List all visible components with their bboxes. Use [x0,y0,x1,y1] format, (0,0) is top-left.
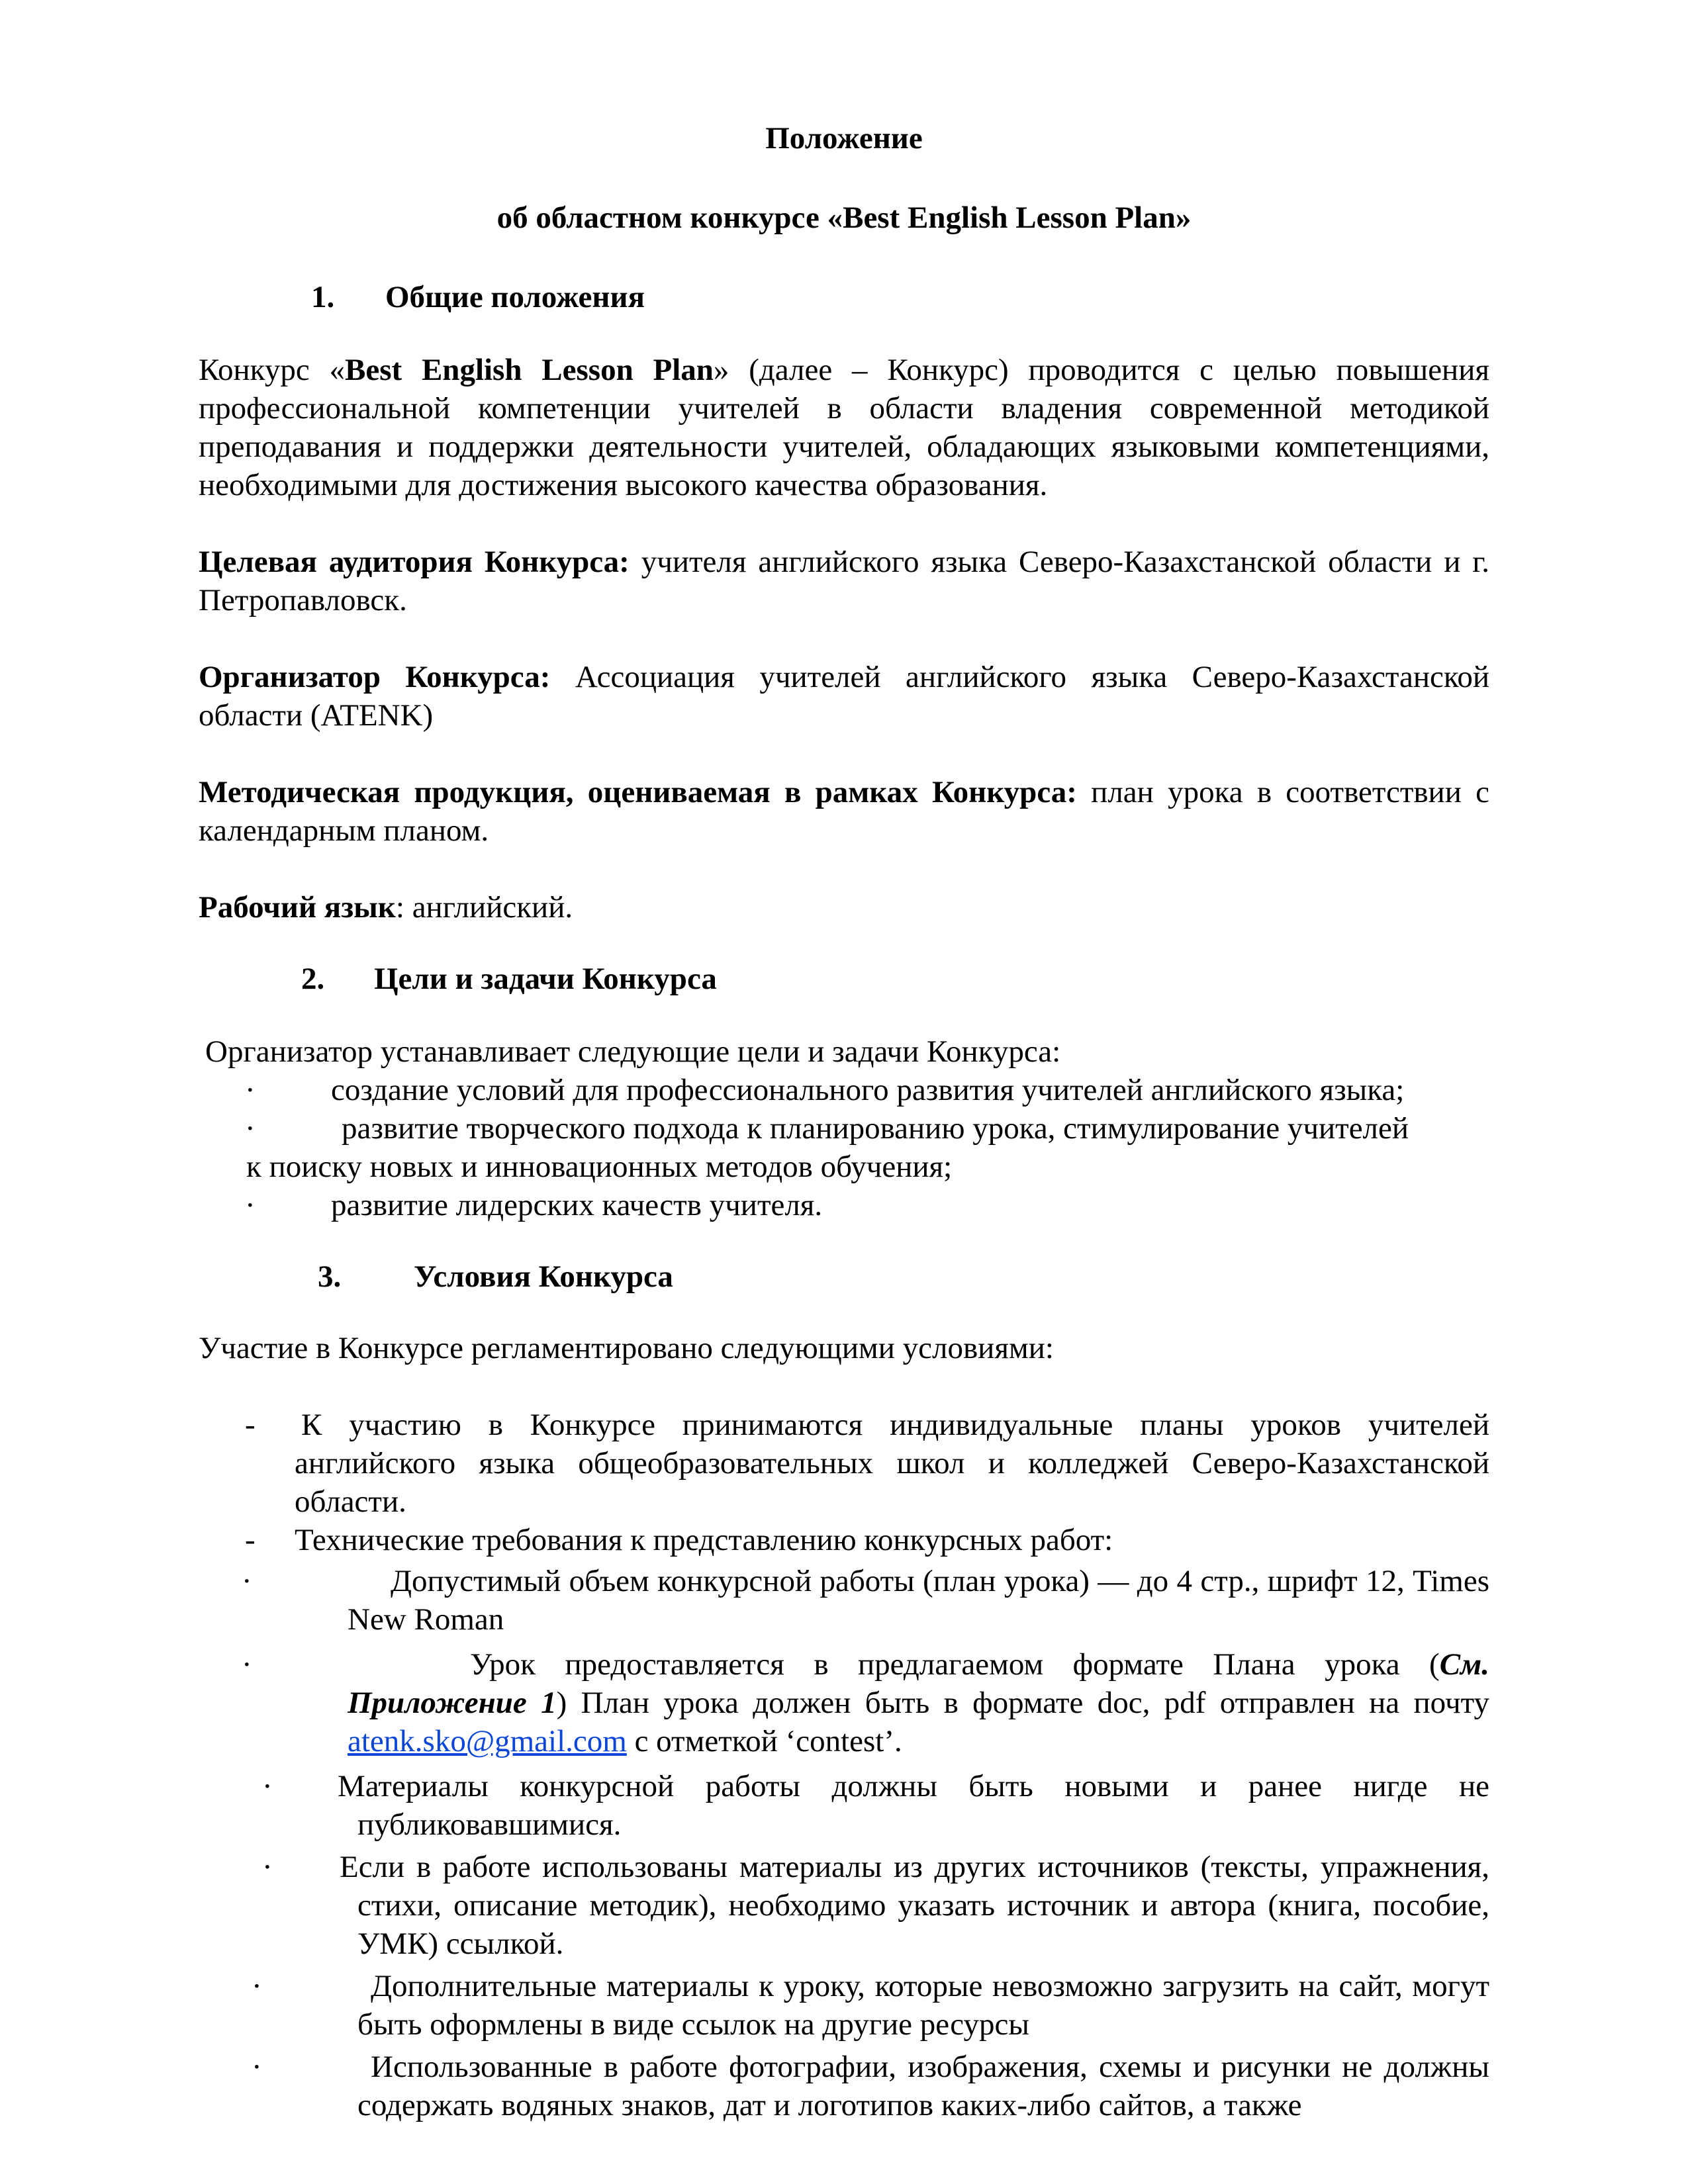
section-heading-3 [199,1257,1489,1296]
tech-item-text: Если в работе использованы материалы из других источников (тексты, упражнения, стихи, описание методик), необходимо указать источник и автора (книга, пособие, УМК) ссылкой. [340,1850,1489,1961]
tech-item-2 [199,1645,1489,1760]
tech-item-text: Материалы конкурсной работы должны быть новыми и ранее нигде не публиковавшимися. [338,1769,1489,1842]
dash-marker: - [245,1408,256,1442]
bullet: · [262,1769,273,1803]
section-number: 3. [318,1259,342,1294]
list-item [199,1186,1489,1224]
document-page [199,119,1489,2124]
tech-item-6 [199,2048,1489,2124]
list-item [199,1521,1489,1559]
list-item-text-inner: К участию в Конкурсе принимаются индивидуальные планы уроков учителей английского языка общеобразовательных школ и колледжей Северо-Казахстанской области. [295,1408,1489,1519]
tech-item-text: с отметкой ‘contest’. [626,1724,902,1758]
bullet: · [262,1850,273,1884]
document-title: Положение [765,121,923,156]
bullet: · [245,1188,256,1222]
intro-part2: » (далее – Конкурс) проводится с целью повышения профессиональной компетенции учителей в области владения современной методикой преподавания и поддержки деятельности учителей, обладающих языковыми компетенциями, необходимыми для достижения высокого качества образования. [199,353,1489,502]
list-item-continuation: к поиску новых и инновационных методов обучения; [246,1150,953,1184]
tech-item-text: Использованные в работе фотографии, изображения, схемы и рисунки не должны содержать водяных знаков, дат и логотипов каких-либо сайтов, а также [357,2050,1489,2122]
bullet: · [242,1564,252,1598]
product-paragraph [199,773,1489,850]
tech-item-4 [199,1848,1489,1963]
list-item-text: создание условий для профессионального развития учителей английского языка; [331,1073,1405,1107]
section-heading-1 [199,278,1489,316]
section-title: Общие положения [385,280,645,314]
language-label: Рабочий язык [199,890,396,925]
tech-item-text: Допустимый объем конкурсной работы (план урока) — до 4 стр., шрифт 12, Times New Roman [348,1564,1489,1637]
intro-part1: Конкурс « [199,353,345,387]
goals-intro: Организатор устанавливает следующие цели и задачи Конкурса: [205,1034,1061,1069]
section-title: Цели и задачи Конкурса [374,962,717,996]
organizer-label: Организатор Конкурса: [199,660,551,694]
list-item-text: Технические требования к представлению конкурсных работ: [295,1523,1113,1557]
product-text: план урока в соответствии с календарным планом. [199,775,1489,848]
organizer-text: Ассоциация учителей английского языка Северо-Казахстанской области (ATENK) [199,660,1490,733]
conditions-intro: Участие в Конкурсе регламентировано следующими условиями: [199,1331,1054,1365]
intro-bold: Best English Lesson Plan [345,353,714,387]
appendix-reference: См. Приложение 1 [348,1647,1489,1720]
language-paragraph [199,888,1489,927]
product-label: Методическая продукция, оцениваемая в рамках Конкурса: [199,775,1077,809]
bullet: · [245,1073,256,1107]
tech-item-text: Урок предоставляется в предлагаемом формате Плана урока ( [470,1647,1440,1682]
section-title: Условия Конкурса [414,1259,673,1294]
section-heading-2 [199,960,1489,998]
bullet: · [252,1969,262,2003]
tech-item-text: ) План урока должен быть в формате doc, pdf отправлен на почту [556,1686,1489,1720]
document-subtitle: об областном конкурсе «Best English Lesson Plan» [496,201,1192,235]
language-text: : английский. [395,890,573,925]
tech-item-5 [199,1967,1489,2044]
dash-marker: - [245,1523,256,1557]
list-item [199,1109,1489,1148]
tech-item-text: Дополнительные материалы к уроку, которые невозможно загрузить на сайт, могут быть оформлены в виде ссылок на другие ресурсы [357,1969,1489,2042]
list-item [199,1071,1489,1109]
section-number: 2. [301,962,325,996]
section-number: 1. [311,280,335,314]
list-item-text: развитие лидерских качеств учителя. [331,1188,823,1222]
bullet: · [242,1647,252,1682]
tech-item-3 [199,1767,1489,1844]
audience-text: учителя английского языка Северо-Казахстанской области и г. Петропавловск. [199,545,1489,617]
bullet: · [245,1111,256,1146]
intro-paragraph [199,351,1489,504]
audience-paragraph [199,543,1489,619]
bullet: · [252,2050,262,2084]
audience-label: Целевая аудитория Конкурса: [199,545,630,579]
email-link[interactable]: atenk.sko@gmail.com [348,1724,627,1758]
list-item-text: развитие творческого подхода к планированию урока, стимулирование учителей [342,1111,1409,1146]
organizer-paragraph [199,658,1489,735]
list-item-text [295,1406,1489,1521]
tech-item-1 [199,1562,1489,1639]
list-item [199,1406,1489,1521]
